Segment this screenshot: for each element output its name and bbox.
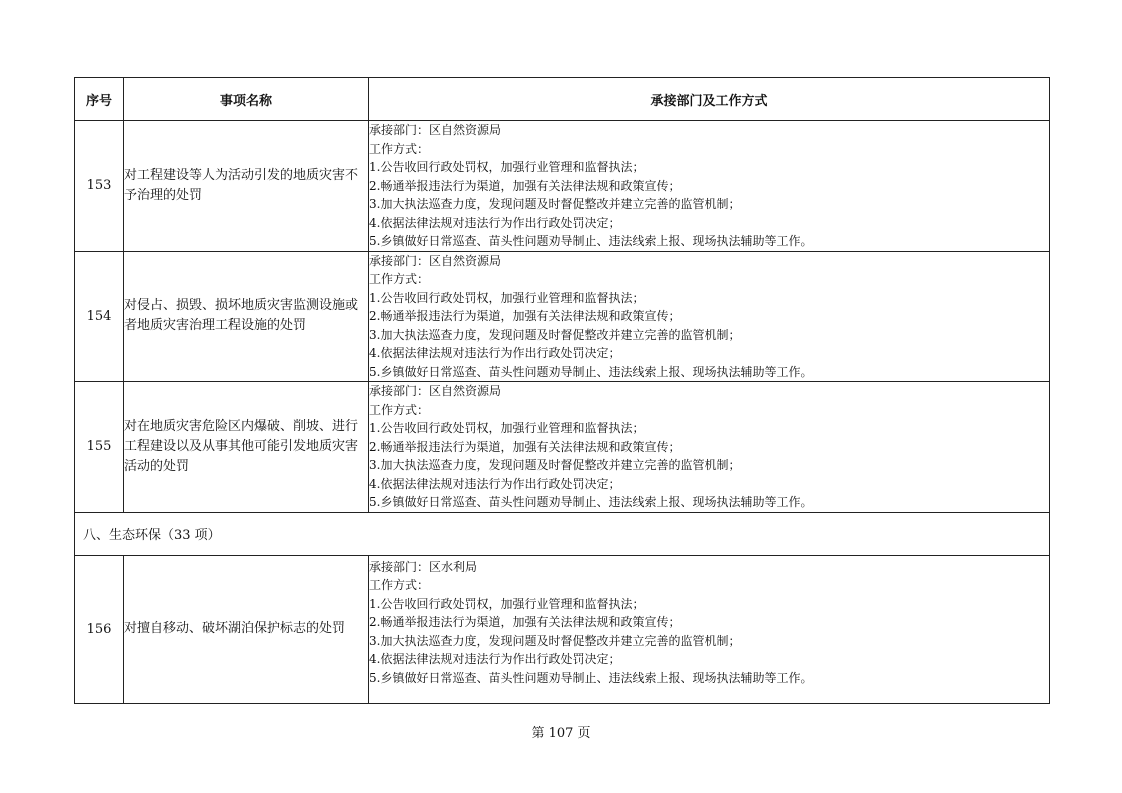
matter-name: 对在地质灾害危险区内爆破、削坡、进行工程建设以及从事其他可能引发地质灾害活动的处罚: [124, 382, 369, 513]
header-no: 序号: [75, 78, 124, 121]
method-item: 5.乡镇做好日常巡查、苗头性问题劝导制止、违法线索上报、现场执法辅助等工作。: [369, 670, 813, 685]
matter-name: 对工程建设等人为活动引发的地质灾害不予治理的处罚: [124, 121, 369, 252]
method-item: 1.公告收回行政处罚权，加强行业管理和监督执法；: [369, 596, 645, 611]
method-item: 3.加大执法巡查力度，发现问题及时督促整改并建立完善的监管机制；: [369, 458, 741, 472]
row-number: 156: [75, 555, 124, 703]
dept-line: 承接部门：区自然资源局: [369, 123, 502, 137]
dept-and-method: [369, 555, 1050, 703]
row-number: 153: [75, 121, 124, 252]
dept-line: 承接部门：区自然资源局: [369, 384, 502, 398]
method-label: 工作方式：: [369, 272, 430, 286]
method-item: 1.公告收回行政处罚权，加强行业管理和监督执法；: [369, 290, 645, 305]
matters-table: [74, 77, 1050, 704]
section-title: 八、生态环保（33 项）: [75, 512, 1050, 555]
dept-and-method: [369, 382, 1050, 513]
method-label: 工作方式：: [369, 578, 430, 592]
method-item: 2.畅通举报违法行为渠道，加强有关法律法规和政策宣传；: [369, 178, 681, 193]
method-item: 2.畅通举报违法行为渠道，加强有关法律法规和政策宣传；: [369, 615, 681, 629]
header-name: 事项名称: [124, 78, 369, 121]
table-row: [75, 251, 1050, 382]
method-item: 3.加大执法巡查力度，发现问题及时督促整改并建立完善的监管机制；: [369, 633, 741, 648]
dept-and-method: [369, 251, 1050, 382]
table-row: [75, 121, 1050, 252]
dept-and-method: [369, 121, 1050, 252]
method-item: 4.依据法律法规对违法行为作出行政处罚决定；: [369, 346, 621, 360]
method-item: 2.畅通举报违法行为渠道，加强有关法律法规和政策宣传；: [369, 309, 681, 323]
method-item: 3.加大执法巡查力度，发现问题及时督促整改并建立完善的监管机制；: [369, 197, 741, 211]
page-number: 第 107 页: [531, 726, 591, 741]
method-item: 1.公告收回行政处罚权，加强行业管理和监督执法；: [369, 160, 645, 174]
header-dept: 承接部门及工作方式: [369, 78, 1050, 121]
header-row: [75, 78, 1050, 121]
method-label: 工作方式：: [369, 402, 430, 417]
matter-name: 对擅自移动、破坏湖泊保护标志的处罚: [124, 555, 369, 703]
dept-line: 承接部门：区自然资源局: [369, 253, 502, 268]
table-row: [75, 382, 1050, 513]
method-label: 工作方式：: [369, 141, 430, 156]
method-item: 1.公告收回行政处罚权，加强行业管理和监督执法；: [369, 421, 645, 435]
method-item: 4.依据法律法规对违法行为作出行政处罚决定；: [369, 652, 621, 666]
method-item: 5.乡镇做好日常巡查、苗头性问题劝导制止、违法线索上报、现场执法辅助等工作。: [369, 495, 813, 509]
section-row: [75, 512, 1050, 555]
table-row: [75, 555, 1050, 703]
matter-name: 对侵占、损毁、损坏地质灾害监测设施或者地质灾害治理工程设施的处罚: [124, 251, 369, 382]
method-item: 4.依据法律法规对违法行为作出行政处罚决定；: [369, 215, 621, 230]
row-number: 155: [75, 382, 124, 513]
row-number: 154: [75, 251, 124, 382]
method-item: 5.乡镇做好日常巡查、苗头性问题劝导制止、违法线索上报、现场执法辅助等工作。: [369, 234, 813, 248]
dept-line: 承接部门：区水利局: [369, 559, 478, 574]
method-item: 4.依据法律法规对违法行为作出行政处罚决定；: [369, 476, 621, 491]
method-item: 5.乡镇做好日常巡查、苗头性问题劝导制止、违法线索上报、现场执法辅助等工作。: [369, 364, 813, 379]
method-item: 2.畅通举报违法行为渠道，加强有关法律法规和政策宣传；: [369, 439, 681, 454]
method-item: 3.加大执法巡查力度，发现问题及时督促整改并建立完善的监管机制；: [369, 327, 741, 342]
